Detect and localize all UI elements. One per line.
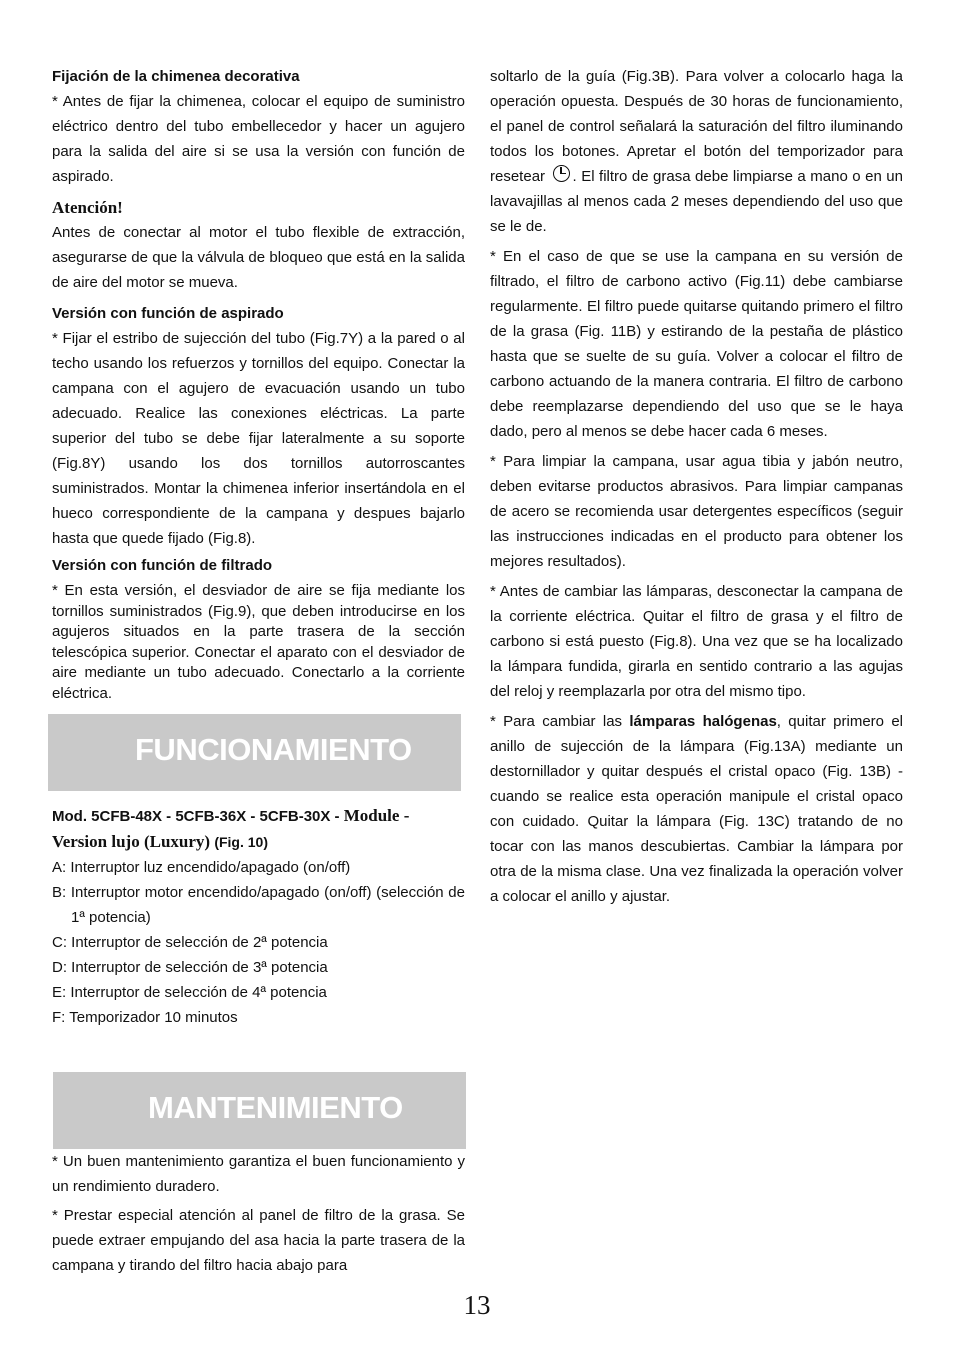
maintenance-paragraph-2: * Prestar especial atención al panel de filtro de la grasa. Se puede extraer empujando del asa hacia la parte trasera de la campana y tirando del filtro hacia abajo para xyxy=(52,1207,465,1274)
control-e: E: Interruptor de selección de 4ª potencia xyxy=(52,984,327,1001)
lamp-change-paragraph: * Antes de cambiar las lámparas, desconectar la campana de la corriente eléctrica. Quitar el filtro de grasa y el filtro de carbono si está puesto (Fig.8). Una vez que se ha localizado la lámpara fundida, girarla en sentido contrario a las agujas del reloj y reemplazarla por otra del mismo tipo. xyxy=(490,583,903,700)
aspirado-heading: Versión con función de aspirado xyxy=(52,305,284,322)
fijacion-paragraph: * Antes de fijar la chimenea, colocar el equipo de suministro eléctrico dentro del tubo embellecedor y hacer un agujero para la salida del aire si se usa la versión con función de aspirado. xyxy=(52,93,465,185)
fijacion-heading: Fijación de la chimenea decorativa xyxy=(52,68,300,85)
funcionamiento-section-banner xyxy=(48,714,461,791)
filtrado-paragraph: * En esta versión, el desviador de aire se fija mediante los tornillos suministrados (Fig.9), que deben introducirse en los agujeros situados en la parte trasera de la sección telescópica superior. Conectar el aparato con el desviador de aire mediante un tubo adecuado. Conectarlo a la corriente eléctrica. xyxy=(52,582,465,702)
carbon-filter-paragraph: * En el caso de que se use la campana en su versión de filtrado, el filtro de carbono activo (Fig.11) debe cambiarse regularmente. El filtro puede quitarse quitando primero el filtro de la grasa (Fig. 11B) y estirando de la pestaña de plástico hasta que se suelte de su guía. Volver a colocar el filtro de carbono actuando de la manera contraria. El filtro de carbono debe reemplazarse dependiendo del uso que se le haya dado, pero al menos se debe hacer cada 6 meses. xyxy=(490,248,903,440)
atencion-heading: Atención! xyxy=(52,198,123,217)
filter-reset-text-a: soltarlo de la guía (Fig.3B). Para volver a colocarlo haga la operación opuesta. Después de 30 horas de funcionamiento, el panel de control señalará la saturación del filtro iluminando todos los botones. Apretar el botón del temporizador para resetear xyxy=(490,68,903,185)
maintenance-paragraph-1: * Un buen mantenimiento garantiza el buen funcionamiento y un rendimiento duradero. xyxy=(52,1153,465,1195)
page-number: 13 xyxy=(463,1290,491,1320)
mantenimiento-heading: MANTENIMIENTO xyxy=(148,1090,403,1125)
control-a: A: Interruptor luz encendido/apagado (on/off) xyxy=(52,859,351,876)
halogen-text-a: * Para cambiar las xyxy=(490,713,630,730)
control-d: D: Interruptor de selección de 3ª potencia xyxy=(52,959,328,976)
funcionamiento-heading: FUNCIONAMIENTO xyxy=(135,732,412,767)
control-b: B: Interruptor motor encendido/apagado (on/off) (selección de 1ª potencia) xyxy=(52,884,465,926)
controls-block xyxy=(52,803,465,1030)
control-f: F: Temporizador 10 minutos xyxy=(52,1009,238,1026)
control-c: C: Interruptor de selección de 2ª potencia xyxy=(52,934,328,951)
model-fig-ref: (Fig. 10) xyxy=(214,834,268,850)
left-column xyxy=(52,64,465,705)
model-module: Module - xyxy=(343,806,410,825)
model-line xyxy=(52,803,465,829)
atencion-paragraph: Antes de conectar al motor el tubo flexible de extracción, asegurarse de que la válvula de bloqueo que está en la salida de aire del motor se mueva. xyxy=(52,224,465,291)
filter-reset-text-b: . El filtro de grasa debe limpiarse a mano o en un lavavajillas al menos cada 2 meses dependiendo del uso que se le de. xyxy=(490,168,903,235)
maintenance-left xyxy=(52,1149,465,1278)
filter-reset-paragraph xyxy=(490,64,903,239)
aspirado-paragraph: * Fijar el estribo de sujección del tubo (Fig.7Y) a la pared o al techo usando los refuerzos y tornillos del equipo. Conectar la campana con el agujero de evacuación usando un tubo adecuado. Realice las conexiones eléctricas. La parte superior del tubo se debe fijar lateralmente a su soporte (Fig.8Y) usando los dos tornillos autorroscantes suministrados. Montar la chimenea inferior insertándola en el hueco correspondiente de la campana y despues bajarlo hasta que quede fijado (Fig.8). xyxy=(52,330,465,547)
model-codes: Mod. 5CFB-48X - 5CFB-36X - 5CFB-30X - xyxy=(52,808,344,825)
halogen-lamp-paragraph xyxy=(490,709,903,909)
filtrado-heading: Versión con función de filtrado xyxy=(52,557,273,574)
model-version: Version lujo (Luxury) xyxy=(52,832,215,851)
cleaning-paragraph: * Para limpiar la campana, usar agua tibia y jabón neutro, deben evitarse productos abrasivos. Para limpiar campanas de acero se recomienda usar detergentes específicos (seguir las instrucciones indicadas en el producto para obtener los mejores resultados). xyxy=(490,453,903,570)
right-column xyxy=(490,64,903,909)
halogen-text-b: , quitar primero el anillo de sujección de la lámpara (Fig.13A) mediante un destornillador y quitar después el cristal opaco (Fig. 13B) - cuando se realice esta operación manipule el cristal opaco con cuidado. Quitar la lámpara (Fig. 13C) tratando de no tocar con las manos descubiertas. Cambiar la lámpara por otra de la misma clase. Una vez finalizada la operación volver a colocar el anillo y ajustar. xyxy=(490,713,904,905)
mantenimiento-section-banner xyxy=(53,1072,466,1149)
timer-icon xyxy=(553,165,570,182)
halogen-text-bold: lámparas halógenas xyxy=(629,713,777,730)
model-version-line xyxy=(52,829,465,855)
